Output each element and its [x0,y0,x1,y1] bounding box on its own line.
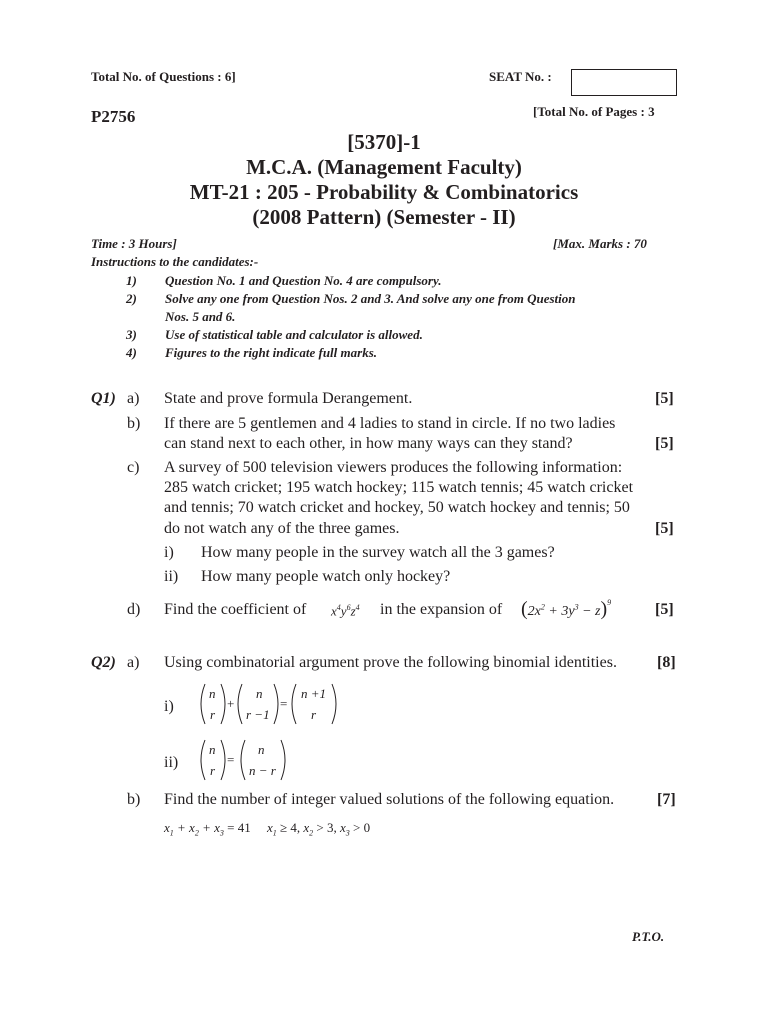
q1c-text: do not watch any of the three games. [164,520,400,537]
q1c-sub-number: ii) [164,568,179,585]
svg-text:r: r [210,763,216,778]
q1d-text: in the expansion of [380,601,503,618]
q1c-text: A survey of 500 television viewers produces the following information: [164,459,623,476]
q2a-identity-ii-formula [195,738,295,782]
q1b-letter: b) [127,415,141,432]
svg-text:n: n [258,742,265,757]
q1-label: Q1) [91,390,116,407]
svg-text:n: n [256,686,263,701]
seat-no-box [571,69,677,96]
q1c-sub-text: How many people watch only hockey? [201,568,451,585]
q1b-text: can stand next to each other, in how many ways can they stand? [164,435,573,452]
q1c-text: and tennis; 70 watch cricket and hockey, 50 watch hockey and tennis; 50 [164,499,630,516]
instruction-number: 3) [126,327,137,342]
instruction-text: Question No. 1 and Question No. 4 are compulsory. [165,273,442,288]
exam-code: [5370]-1 [347,130,421,154]
instruction-text: Figures to the right indicate full marks. [165,345,378,360]
seat-no-label: SEAT No. : [489,69,552,84]
q1a-text: State and prove formula Derangement. [164,390,413,407]
q2-label: Q2) [91,654,116,671]
total-pages: [Total No. of Pages : 3 [533,104,655,119]
q1d-expansion-formula: $(2x^2 + 3y^3 - z)^9$ [521,598,612,620]
paper-code: P2756 [91,107,136,126]
q2b-equation-formula: $x_1 + x_2 + x_3 = 41$ $x_1 \ge 4$, $x_2 > 3$, $x_3 > 0$ [164,820,371,838]
q1c-letter: c) [127,459,140,476]
instruction-number: 1) [126,273,137,288]
svg-text:=: = [227,752,235,767]
q2b-marks: [7] [657,791,676,808]
q2a-text: Using combinatorial argument prove the following binomial identities. [164,654,617,671]
instruction-text: Solve any one from Question Nos. 2 and 3. And solve any one from Question [165,291,576,306]
q1c-marks: [5] [655,520,674,537]
instructions-heading: Instructions to the candidates:- [91,254,259,269]
q2a-letter: a) [127,654,140,671]
instruction-number: 4) [126,345,137,360]
svg-text:+: + [227,696,235,711]
q1d-term-formula: $x^4y^6z^4$ [331,603,360,619]
total-questions: Total No. of Questions : 6] [91,69,236,84]
q2a-sub-number: ii) [164,754,179,771]
q2a-marks: [8] [657,654,676,671]
page-turn-indicator: P.T.O. [632,929,665,944]
svg-text:r: r [210,707,216,722]
q1c-sub-text: How many people in the survey watch all the 3 games? [201,544,555,561]
q2b-text: Find the number of integer valued solutions of the following equation. [164,791,615,808]
svg-text:r −1: r −1 [246,707,270,722]
q1d-letter: d) [127,601,141,618]
q2a-identity-i-formula [195,682,345,726]
time-allowed: Time : 3 Hours] [91,236,177,251]
svg-text:n: n [209,686,216,701]
svg-text:n +1: n +1 [301,686,327,701]
instruction-number: 2) [126,291,137,306]
subject-title: MT-21 : 205 - Probability & Combinatorics [189,180,579,204]
q1b-text: If there are 5 gentlemen and 4 ladies to stand in circle. If no two ladies [164,415,616,432]
max-marks: [Max. Marks : 70 [553,236,647,251]
q1c-text: 285 watch cricket; 195 watch hockey; 115 watch tennis; 45 watch cricket [164,479,634,496]
course-title: M.C.A. (Management Faculty) [246,155,522,179]
instruction-text: Nos. 5 and 6. [165,309,236,324]
q1a-letter: a) [127,390,140,407]
instruction-text: Use of statistical table and calculator is allowed. [165,327,423,342]
svg-text:=: = [280,696,288,711]
svg-text:r: r [311,707,317,722]
q1b-marks: [5] [655,435,674,452]
q1d-marks: [5] [655,601,674,618]
q1c-sub-number: i) [164,544,174,561]
q1d-text: Find the coefficient of [164,601,307,618]
svg-text:n: n [209,742,216,757]
q2b-letter: b) [127,791,141,808]
pattern-title: (2008 Pattern) (Semester - II) [252,205,516,229]
q1a-marks: [5] [655,390,674,407]
q2a-sub-number: i) [164,698,174,715]
svg-text:n − r: n − r [249,763,276,778]
